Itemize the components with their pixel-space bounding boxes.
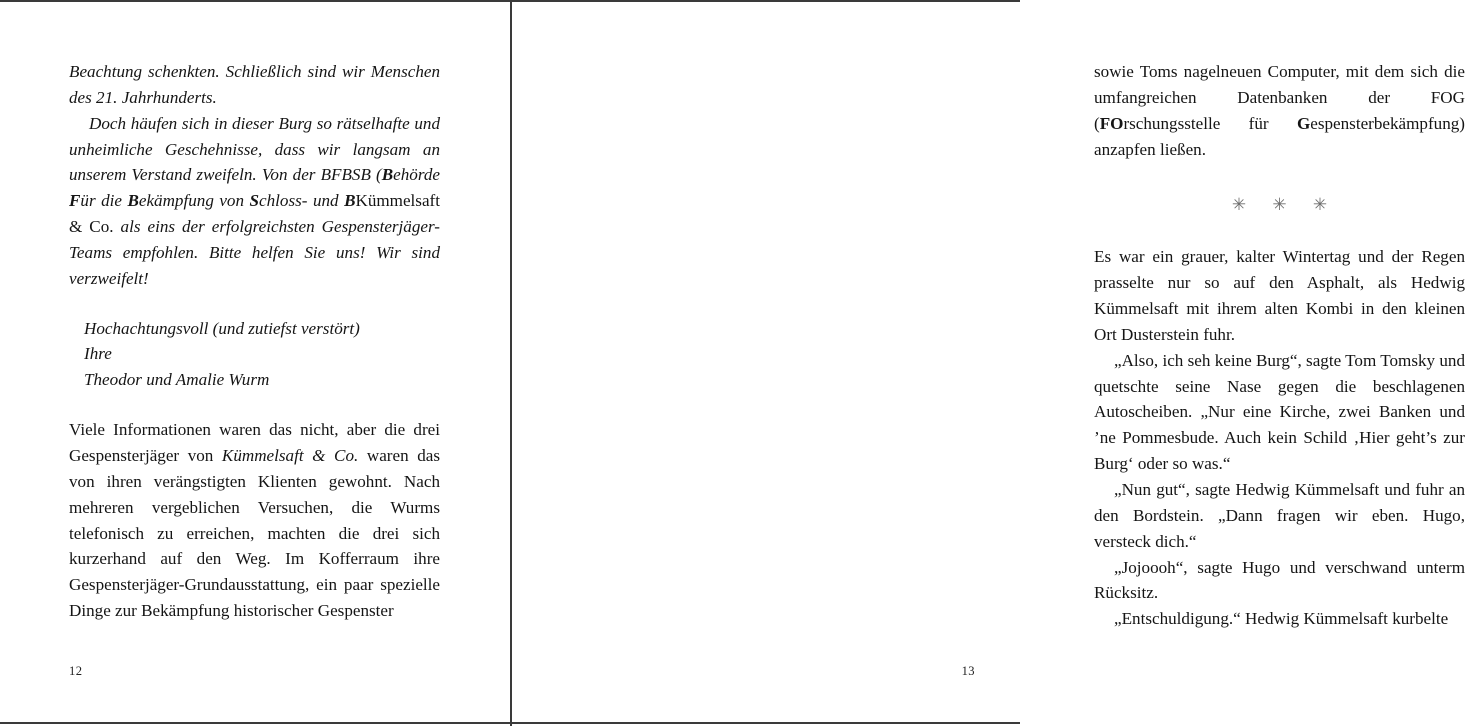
fog-text-mid: rschungsstelle für xyxy=(1123,113,1297,133)
acronym-text-2: ür die xyxy=(80,191,128,211)
acronym-letter-g: G xyxy=(1296,113,1311,133)
right-page-textblock xyxy=(1094,59,1465,632)
acronym-text-3: ekämpfung von xyxy=(138,191,250,211)
page-number-right: 13 xyxy=(961,664,975,678)
acronym-text-1: ehörde xyxy=(393,165,440,185)
signature-line-ihre: Ihre xyxy=(84,344,112,364)
acronym-letter-f: F xyxy=(69,191,81,211)
left-page xyxy=(0,2,510,726)
company-name-italic: Kümmelsaft & Co. xyxy=(221,445,359,465)
acronym-letter-b3: B xyxy=(344,191,356,211)
right-page xyxy=(512,2,1465,726)
signature-line-closing: Hochachtungsvoll (und zutiefst verstört) xyxy=(84,318,360,338)
acronym-text-4: chloss- und xyxy=(259,191,345,211)
letter-text-tail: als eins der erfolgreichsten Gespensterjäger-Teams empfohlen. Bitte helfen Sie uns! Wir sind verzweifelt! xyxy=(69,217,440,288)
fog-text-tail: espensterbekämpfung) anzapfen ließen. xyxy=(1094,113,1465,159)
letter-paragraph-1: Beachtung schenkten. Schließlich sind wir Menschen des 21. Jahrhunderts. xyxy=(69,62,440,107)
paragraph-entschuldigung: „Entschuldigung.“ Hedwig Kümmelsaft kurbelte xyxy=(1114,609,1449,629)
letter-signature-block xyxy=(69,316,440,394)
narration-text-lead: Viele Informationen waren das nicht, aber die drei Gespensterjäger von xyxy=(69,420,440,465)
company-name-roman: Kümmelsaft & Co. xyxy=(69,191,440,237)
continued-paragraph-right xyxy=(1094,59,1465,162)
page-number-left: 12 xyxy=(69,664,83,678)
acronym-letters-fo: FO xyxy=(1099,113,1124,133)
acronym-letter-b1: B xyxy=(381,165,394,185)
scene-break-divider: ✳ ✳ ✳ xyxy=(1231,195,1339,215)
narration-text-tail: waren das von ihren verängstigten Klienten gewohnt. Nach mehreren vergeblichen Versuchen, die Wurms telefonisch zu erreichen, machten die drei sich kurzerhand auf den Weg. Im Kofferraum ihre Gespensterjäger-Grundausstattung, ein paar spezielle Dinge zur Bekämpfung historischer Gespenster xyxy=(69,445,440,621)
paragraph-hugo-dialogue: „Jojoooh“, sagte Hugo und verschwand unterm Rücksitz. xyxy=(1094,557,1465,603)
paragraph-tom-dialogue: „Also, ich seh keine Burg“, sagte Tom Tomsky und quetschte seine Nase gegen die beschlagenen Autoscheiben. „Nur eine Kirche, zwei Banken und ’ne Pommesbude. Auch kein Schild ‚Hier geht’s zur Burg‘ oder so was.“ xyxy=(1094,350,1465,474)
paragraph-weather: Es war ein grauer, kalter Wintertag und der Regen prasselte nur so auf den Asphalt, als Hedwig Kümmelsaft mit ihrem alten Kombi in den kleinen Ort Dusterstein fuhr. xyxy=(1094,247,1465,344)
signature-line-names: Theodor und Amalie Wurm xyxy=(84,370,270,390)
fog-text-lead: sowie Toms nagelneuen Computer, mit dem sich die umfangreichen Datenbanken der FOG ( xyxy=(1094,62,1465,133)
letter-paragraph-2 xyxy=(69,111,440,292)
narration-paragraph-left xyxy=(69,417,440,624)
acronym-letter-s: S xyxy=(249,191,260,211)
left-page-textblock xyxy=(69,59,440,624)
paragraph-hedwig-dialogue: „Nun gut“, sagte Hedwig Kümmelsaft und fuhr an den Bordstein. „Dann fragen wir eben. Hugo, versteck dich.“ xyxy=(1094,479,1465,551)
letter-text-lead: Doch häufen sich in dieser Burg so rätselhafte und unheimliche Geschehnisse, dass wir langsam an unserem Verstand zweifeln. Von der BFBSB ( xyxy=(69,113,440,185)
acronym-letter-b2: B xyxy=(127,191,139,211)
